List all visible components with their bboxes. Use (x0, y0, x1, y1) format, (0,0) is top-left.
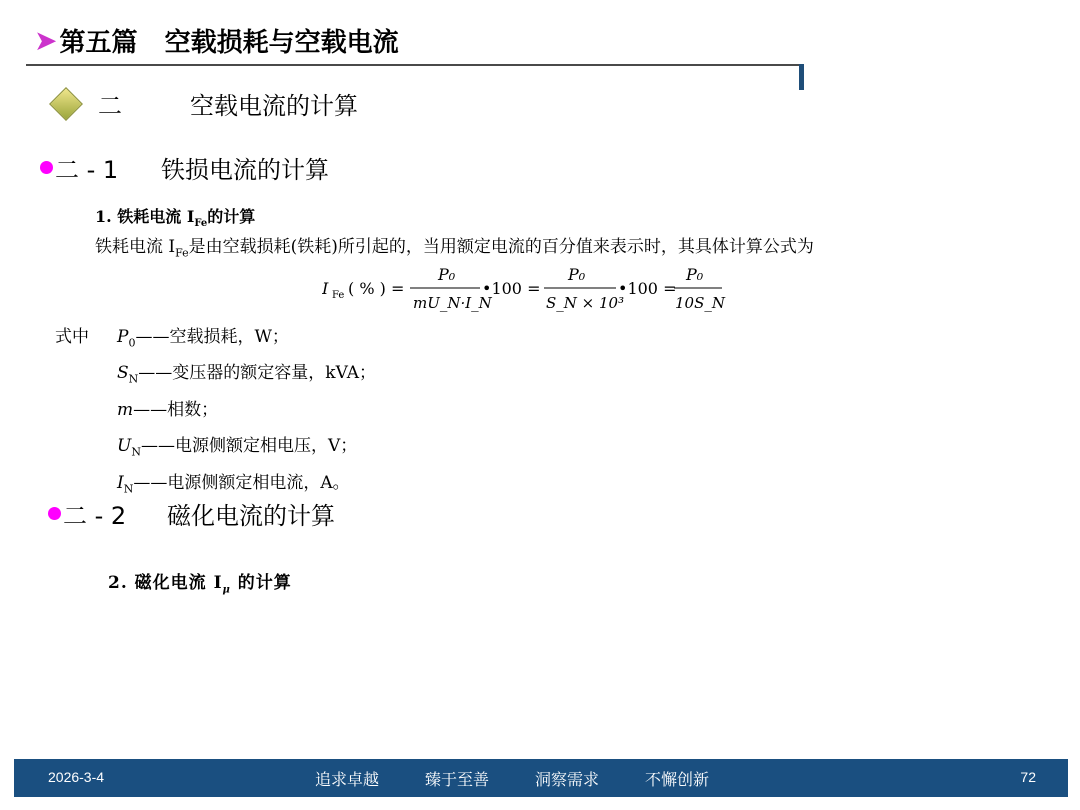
subsection-1 (40, 150, 329, 185)
definition-row (55, 322, 376, 358)
formula-lhs: I (322, 279, 329, 298)
section-heading (48, 86, 358, 121)
definition-symbol-sub: 0 (128, 336, 136, 350)
fraction-3-numerator: P₀ (686, 265, 704, 284)
footer-mottos (315, 767, 755, 790)
definition-text: ——变压器的额定容量，kVA； (138, 363, 376, 384)
definition-text: ——电源侧额定相电流，A。 (133, 472, 350, 493)
subsection-2-number: 二 - 2 (63, 502, 127, 530)
paragraph-heading (95, 204, 255, 229)
definition-row (55, 358, 376, 394)
definition-item (117, 431, 357, 467)
fraction-1-denominator: mU_N·I_N (413, 294, 492, 312)
paragraph-2-heading (108, 568, 292, 595)
definition-symbol: I (117, 472, 124, 493)
definition-symbol-sub: N (123, 481, 134, 495)
paragraph-body-a: 铁耗电流 I (95, 237, 176, 257)
title-divider-cap (799, 64, 804, 90)
dot-100-2: •100 = (618, 279, 677, 298)
definition-row (55, 395, 376, 431)
subsection-1-label: 铁损电流的计算 (161, 156, 329, 184)
formula-lhs-sub: Fe (332, 290, 345, 301)
dot-bullet-icon (48, 507, 61, 520)
fraction-3-denominator: 10S_N (675, 294, 725, 312)
diamond-bullet-icon (49, 87, 83, 121)
footer-motto: 洞察需求 (535, 770, 600, 789)
paragraph-heading-sub: Fe (194, 218, 208, 230)
paragraph-2-heading-sub: μ (222, 584, 231, 596)
definition-symbol-sub: N (128, 372, 139, 386)
definition-text: ——相数； (133, 399, 219, 420)
slide-title (34, 22, 399, 59)
definition-item (117, 358, 376, 394)
definition-item (117, 322, 289, 358)
slide-title-text: 第五篇 空载损耗与空载电流 (59, 28, 399, 58)
fraction-2-denominator: S_N × 10³ (546, 294, 625, 312)
section-number: 二 (98, 92, 122, 120)
formula-lhs-paren: ( % ) = (348, 279, 405, 298)
paragraph-body-b: 是由空载损耗(铁耗)所引起的，当用额定电流的百分值来表示时，其具体计算公式为 (188, 237, 814, 257)
subsection-2-label: 磁化电流的计算 (167, 502, 335, 530)
footer-motto: 臻于至善 (425, 770, 490, 789)
arrow-bullet-icon: ➤ (34, 24, 58, 57)
definitions-lead: 式中 (55, 327, 89, 347)
footer-date: 2026-3-4 (48, 769, 105, 785)
definition-symbol: U (117, 436, 132, 457)
subsection-1-number: 二 - 1 (55, 156, 119, 184)
definition-symbol: m (117, 399, 134, 420)
paragraph-heading-text: 1. 铁耗电流 I (95, 207, 195, 226)
section-label: 空载电流的计算 (190, 92, 358, 120)
paragraph-heading-tail: 的计算 (207, 207, 256, 226)
dot-100-1: •100 = (482, 279, 541, 298)
definitions (55, 322, 376, 504)
fraction-2-numerator: P₀ (568, 265, 586, 284)
definition-symbol: S (117, 363, 129, 384)
fraction-1-numerator: P₀ (438, 265, 456, 284)
paragraph-2-heading-tail: 的计算 (230, 573, 292, 593)
definition-symbol-sub: N (131, 445, 141, 459)
definition-item (117, 395, 218, 431)
title-divider (26, 64, 804, 66)
paragraph-2-heading-text: 2. 磁化电流 I (108, 573, 223, 593)
definition-symbol: P (117, 327, 129, 347)
footer-motto: 追求卓越 (315, 770, 380, 789)
definition-text: ——电源侧额定相电压，V； (140, 436, 358, 457)
subsection-2 (48, 496, 335, 531)
footer-bar (14, 759, 1068, 797)
footer-motto: 不懈创新 (645, 770, 710, 789)
definition-row (55, 431, 376, 467)
page-number: 72 (1020, 769, 1036, 785)
dot-bullet-icon (40, 161, 53, 174)
formula (322, 262, 732, 314)
paragraph-body-sub: Fe (175, 246, 189, 260)
paragraph-body (95, 232, 814, 259)
definition-text: ——空载损耗，W； (135, 327, 289, 347)
